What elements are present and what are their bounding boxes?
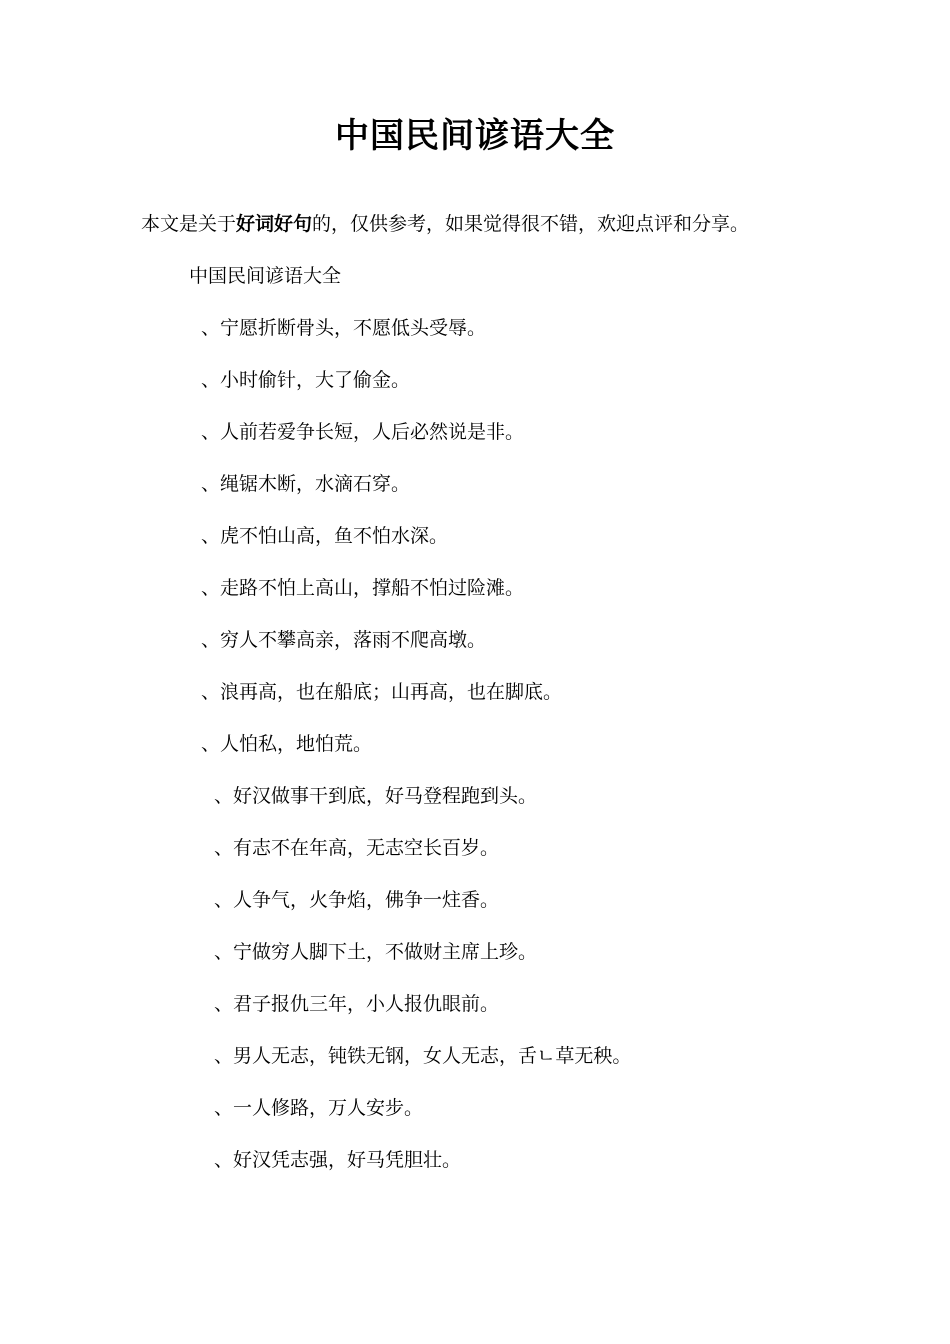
saying-line: 、人争气，火争焰，佛争一炷香。 — [214, 889, 500, 911]
saying-line: 、好汉凭志强，好马凭胆壮。 — [214, 1149, 462, 1171]
saying-line: 、宁愿折断骨头，不愿低头受辱。 — [201, 317, 487, 339]
section-heading: 中国民间谚语大全 — [189, 265, 342, 287]
saying-line: 、宁做穷人脚下土，不做财主席上珍。 — [214, 941, 538, 963]
intro-text-before: 本文是关于 — [141, 213, 237, 235]
saying-line: 、走路不怕上高山，撑船不怕过险滩。 — [201, 577, 525, 599]
intro-text-after: 的，仅供参考，如果觉得很不错，欢迎点评和分享。 — [312, 213, 750, 235]
intro-text-bold: 好词好句 — [236, 213, 313, 235]
saying-line: 、小时偷针，大了偷金。 — [201, 369, 411, 391]
intro-paragraph — [141, 209, 749, 239]
saying-line: 、男人无志，钝铁无钢，女人无志，舌ㄴ草无秧。 — [214, 1045, 632, 1067]
saying-line: 、人前若爱争长短，人后必然说是非。 — [201, 421, 525, 443]
saying-line: 、好汉做事干到底，好马登程跑到头。 — [214, 785, 538, 807]
saying-line: 、一人修路，万人安步。 — [214, 1097, 424, 1119]
saying-line: 、浪再高，也在船底；山再高，也在脚底。 — [201, 681, 563, 703]
saying-line: 、有志不在年高，无志空长百岁。 — [214, 837, 500, 859]
document-title: 中国民间谚语大全 — [335, 116, 615, 156]
saying-line: 、君子报仇三年，小人报仇眼前。 — [214, 993, 500, 1015]
saying-line: 、人怕私，地怕荒。 — [201, 733, 373, 755]
saying-line: 、虎不怕山高，鱼不怕水深。 — [201, 525, 449, 547]
saying-line: 、穷人不攀高亲，落雨不爬高墩。 — [201, 629, 487, 651]
saying-line: 、绳锯木断，水滴石穿。 — [201, 473, 411, 495]
